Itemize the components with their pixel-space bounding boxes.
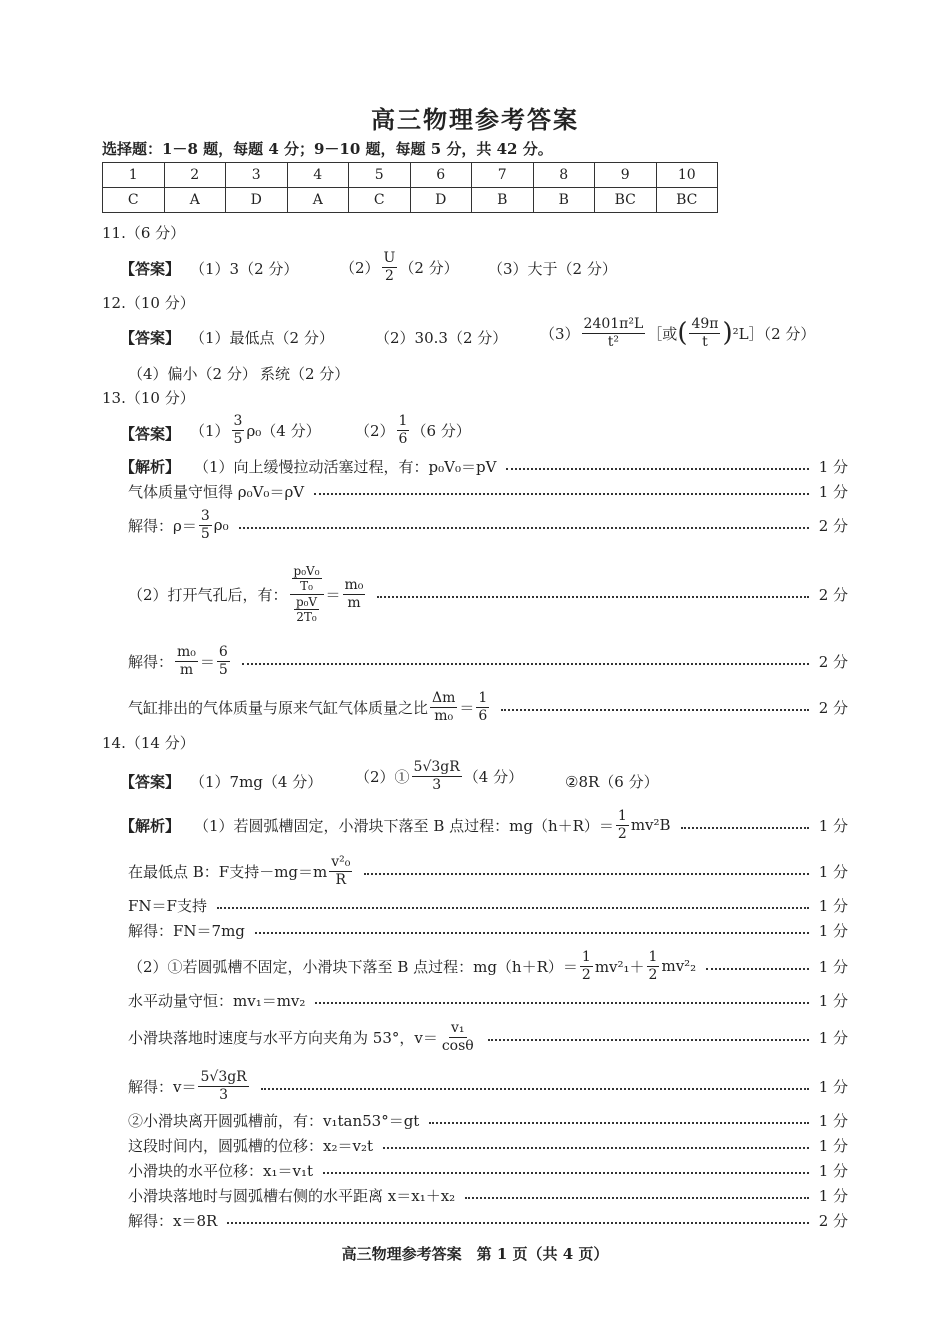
q12-a3-alt-open: ［或 <box>647 324 678 343</box>
q14-analysis-line-7 <box>128 1019 848 1054</box>
q14-l8-prefix: 解得：v＝ <box>128 1077 197 1096</box>
table-answer-cell: BC <box>595 188 657 213</box>
score: 1 分 <box>818 1186 848 1205</box>
q14-heading: 14.（14 分） <box>102 734 195 752</box>
score: 1 分 <box>818 482 848 501</box>
table-answer-row <box>103 188 718 213</box>
table-answer-cell: D <box>410 188 472 213</box>
q12-answer-5: 系统（2 分） <box>260 365 350 383</box>
q11-a2-den: 2 <box>384 267 394 284</box>
leader-dots <box>506 468 808 470</box>
q14-l5-d2: 2 <box>648 966 658 983</box>
q13-l6-eq: ＝ <box>459 698 475 717</box>
page-footer: 高三物理参考答案 第 1 页（共 4 页） <box>341 1245 609 1263</box>
q13-analysis-line-5 <box>128 643 848 678</box>
q14-analysis-line-3 <box>128 894 848 916</box>
q13-l4-prefix: （2）打开气孔后，有： <box>128 585 288 604</box>
q12-a3-prefix: （3） <box>540 324 580 343</box>
q14-analysis-line-10 <box>128 1134 848 1156</box>
q11-answer-1: （1）3（2 分） <box>190 260 299 278</box>
q11-heading: 11.（6 分） <box>102 224 186 242</box>
table-answer-cell: BC <box>656 188 718 213</box>
q13-a2-num: 1 <box>398 413 408 429</box>
q13-l6-n1: Δm <box>432 689 456 706</box>
q13-l2-text: 气体质量守恒得 ρ₀V₀＝ρV <box>128 482 305 501</box>
q14-l3-text: FN＝F支持 <box>128 896 207 915</box>
score: 2 分 <box>818 585 848 604</box>
q14-l1-num: 1 <box>617 807 627 824</box>
q13-l3-prefix: 解得：ρ＝ <box>128 516 197 535</box>
q13-analysis-line-6 <box>128 689 848 724</box>
choice-answer-table <box>102 162 718 213</box>
leader-dots <box>323 1172 809 1174</box>
q14-l5-mid: mv²₁＋ <box>594 957 645 976</box>
q11-answer-2 <box>340 250 459 285</box>
q13-l6-prefix: 气缸排出的气体质量与原来气缸气体质量之比 <box>128 698 429 717</box>
q12-a3-num: 2401π²L <box>583 316 644 332</box>
leader-dots <box>681 827 809 829</box>
q13-a1-num: 3 <box>233 413 243 429</box>
q13-answer-2 <box>355 413 471 448</box>
q11-answer-label: 【答案】 <box>120 260 181 278</box>
q13-l4-rd: m <box>347 594 361 611</box>
q13-l4-eq: ＝ <box>325 585 341 604</box>
table-question-number: 10 <box>656 163 718 188</box>
q14-analysis-line-9 <box>128 1109 848 1131</box>
q14-l7-num: v₁ <box>451 1019 465 1036</box>
q14-a2-suffix: （4 分） <box>463 767 524 786</box>
q13-l4-n1: p₀V₀ <box>293 563 320 578</box>
q11-answer-3: （3）大于（2 分） <box>488 260 617 278</box>
table-answer-cell: C <box>349 188 411 213</box>
q13-a2-den: 6 <box>398 430 408 447</box>
q12-answer-2: （2）30.3（2 分） <box>375 329 508 347</box>
q12-a3-alt-close: ²L］（2 分） <box>732 324 816 343</box>
score: 1 分 <box>818 957 848 976</box>
table-answer-cell: A <box>287 188 349 213</box>
leader-dots <box>706 968 808 970</box>
q14-l2-prefix: 在最低点 B：F支持－mg＝m <box>128 862 328 881</box>
score: 2 分 <box>818 1211 848 1230</box>
q14-answer-1: （1）7mg（4 分） <box>190 773 323 791</box>
q13-l3-den: 5 <box>200 525 210 542</box>
leader-dots <box>429 1122 808 1124</box>
q14-l5-n1: 1 <box>581 948 591 965</box>
q14-analysis-line-8 <box>128 1068 848 1103</box>
q14-l1-suffix: mv²B <box>630 816 671 834</box>
q14-l1-den: 2 <box>617 825 627 842</box>
q12-answer-3: （3） $\frac{\text{2401π²L}}{\text{t²}}$ ［或 ( $\frac{49\pi}{t}$ ) ²L］（2 分） <box>540 316 816 350</box>
q13-analysis-line-2 <box>128 480 848 502</box>
q14-l2-den: R <box>335 871 347 888</box>
q13-l1-text: （1）向上缓慢拉动活塞过程，有：p₀V₀＝pV <box>194 457 497 476</box>
q13-a1-prefix: （1） <box>190 421 230 440</box>
q14-analysis-line-5 <box>128 948 848 983</box>
q14-l6-text: 水平动量守恒：mv₁＝mv₂ <box>128 991 306 1010</box>
q14-l8-num: 5√3gR <box>200 1068 247 1085</box>
q13-answer-label: 【答案】 <box>120 425 181 443</box>
choice-intro: 选择题：1－8 题，每题 4 分；9－10 题，每题 5 分，共 42 分。 <box>102 140 553 158</box>
q13-l6-d1: m₀ <box>434 707 454 724</box>
score: 1 分 <box>818 991 848 1010</box>
table-question-number: 2 <box>164 163 226 188</box>
q12-a3-alt-den: t <box>702 333 708 350</box>
q14-answer-2 <box>355 759 523 794</box>
q13-l4-rn: m₀ <box>344 576 364 593</box>
q14-analysis-line-12 <box>128 1184 848 1206</box>
q14-l7-den: cosθ <box>441 1037 474 1054</box>
score: 2 分 <box>818 698 848 717</box>
q14-l1-prefix: （1）若圆弧槽固定，小滑块下落至 B 点过程：mg（h＋R）＝ <box>194 816 614 835</box>
score: 1 分 <box>818 862 848 881</box>
q14-l12-text: 小滑块落地时与圆弧槽右侧的水平距离 x＝x₁＋x₂ <box>128 1186 456 1205</box>
q12-a3-den: t² <box>607 333 620 350</box>
q14-answer-3: ②8R（6 分） <box>565 773 659 791</box>
table-question-number: 1 <box>103 163 165 188</box>
table-answer-cell: D <box>226 188 288 213</box>
leader-dots <box>501 709 808 711</box>
leader-dots <box>261 1088 809 1090</box>
leader-dots <box>255 932 809 934</box>
q14-analysis-line-2 <box>128 853 848 888</box>
score: 1 分 <box>818 896 848 915</box>
leader-dots <box>488 1039 809 1041</box>
score: 1 分 <box>818 816 848 835</box>
score: 1 分 <box>818 921 848 940</box>
score: 1 分 <box>818 1028 848 1047</box>
leader-dots <box>377 596 808 598</box>
q12-answer-label: 【答案】 <box>120 329 181 347</box>
q14-l8-den: 3 <box>219 1086 229 1103</box>
q13-l4-n2: p₀V <box>295 594 318 609</box>
leader-dots <box>239 527 809 529</box>
q14-l10-text: 这段时间内，圆弧槽的位移：x₂＝v₂t <box>128 1136 373 1155</box>
table-question-number: 8 <box>533 163 595 188</box>
q14-analysis-line-1 <box>120 807 848 842</box>
q12-a3-alt-num: 49π <box>691 316 719 332</box>
q14-l11-text: 小滑块的水平位移：x₁＝v₁t <box>128 1161 313 1180</box>
table-question-number: 7 <box>472 163 534 188</box>
q13-a1-den: 5 <box>233 430 243 447</box>
score: 2 分 <box>818 516 848 535</box>
table-question-number: 4 <box>287 163 349 188</box>
q14-answer-label: 【答案】 <box>120 773 181 791</box>
q13-a1-suffix: ρ₀（4 分） <box>246 421 321 440</box>
leader-dots <box>465 1197 809 1199</box>
q14-analysis-line-11 <box>128 1159 848 1181</box>
q13-l5-n1: m₀ <box>177 643 196 660</box>
table-answer-cell: B <box>533 188 595 213</box>
q13-l4-d2: 2T₀ <box>296 609 317 624</box>
q11-a2-prefix: （2） <box>340 258 380 277</box>
score: 1 分 <box>818 1136 848 1155</box>
q13-l5-eq: ＝ <box>199 652 215 671</box>
q13-l5-prefix: 解得： <box>128 652 174 671</box>
page-title: 高三物理参考答案 <box>371 105 579 134</box>
q14-l13-text: 解得：x＝8R <box>128 1211 218 1230</box>
table-question-number: 5 <box>349 163 411 188</box>
q13-answer-1 <box>190 413 321 448</box>
table-header-row <box>103 163 718 188</box>
q13-l6-n2: 1 <box>478 689 488 706</box>
score: 1 分 <box>818 457 848 476</box>
q11-a2-suffix: （2 分） <box>399 258 459 277</box>
q13-analysis-line-4 <box>128 563 848 624</box>
q13-l5-n2: 6 <box>218 643 228 660</box>
q13-l3-suffix: ρ₀ <box>213 516 229 534</box>
score: 1 分 <box>818 1077 848 1096</box>
q14-l5-n2: 1 <box>648 948 658 965</box>
leader-dots <box>227 1222 808 1224</box>
leader-dots <box>314 493 809 495</box>
q13-a2-suffix: （6 分） <box>411 421 471 440</box>
q12-answer-4: （4）偏小（2 分） <box>128 365 257 383</box>
q11-a2-num: U <box>383 250 396 266</box>
q13-heading: 13.（10 分） <box>102 389 195 407</box>
table-answer-cell: A <box>164 188 226 213</box>
q14-analysis-line-13 <box>128 1209 848 1231</box>
q14-a2-prefix: （2）① <box>355 767 410 786</box>
q14-l7-prefix: 小滑块落地时速度与水平方向夹角为 53°，v＝ <box>128 1028 438 1047</box>
q13-l4-d1: T₀ <box>300 579 313 594</box>
q14-l5-prefix: （2）①若圆弧槽不固定，小滑块下落至 B 点过程：mg（h＋R）＝ <box>128 957 578 976</box>
leader-dots <box>383 1147 809 1149</box>
q14-a2-num: 5√3gR <box>413 759 460 775</box>
score: 2 分 <box>818 652 848 671</box>
q13-a2-prefix: （2） <box>355 421 395 440</box>
q12-heading: 12.（10 分） <box>102 294 195 312</box>
q14-analysis-line-4 <box>128 919 848 941</box>
leader-dots <box>315 1002 808 1004</box>
q12-answer-1: （1）最低点（2 分） <box>190 329 334 347</box>
leader-dots <box>217 907 809 909</box>
table-question-number: 6 <box>410 163 472 188</box>
q13-l6-d2: 6 <box>478 707 488 724</box>
q13-l3-num: 3 <box>200 507 210 524</box>
q14-l5-d1: 2 <box>581 966 591 983</box>
q14-l5-suffix: mv²₂ <box>661 957 697 975</box>
q13-l5-d2: 5 <box>218 661 228 678</box>
q13-analysis-label: 【解析】 <box>120 457 181 476</box>
table-question-number: 9 <box>595 163 657 188</box>
score: 1 分 <box>818 1161 848 1180</box>
q14-l2-num: v²₀ <box>331 853 351 870</box>
q14-l4-text: 解得：FN＝7mg <box>128 921 245 940</box>
q13-l5-d1: m <box>179 661 194 678</box>
score: 1 分 <box>818 1111 848 1130</box>
q14-l9-text: ②小滑块离开圆弧槽前，有：v₁tan53°＝gt <box>128 1111 420 1130</box>
leader-dots <box>242 663 809 665</box>
leader-dots <box>364 873 808 875</box>
table-answer-cell: C <box>103 188 165 213</box>
q14-analysis-label: 【解析】 <box>120 816 181 835</box>
q14-a2-den: 3 <box>432 776 442 793</box>
q13-analysis-line-3 <box>128 507 848 542</box>
q14-analysis-line-6 <box>128 989 848 1011</box>
q13-analysis-line-1 <box>120 455 848 477</box>
table-answer-cell: B <box>472 188 534 213</box>
table-question-number: 3 <box>226 163 288 188</box>
